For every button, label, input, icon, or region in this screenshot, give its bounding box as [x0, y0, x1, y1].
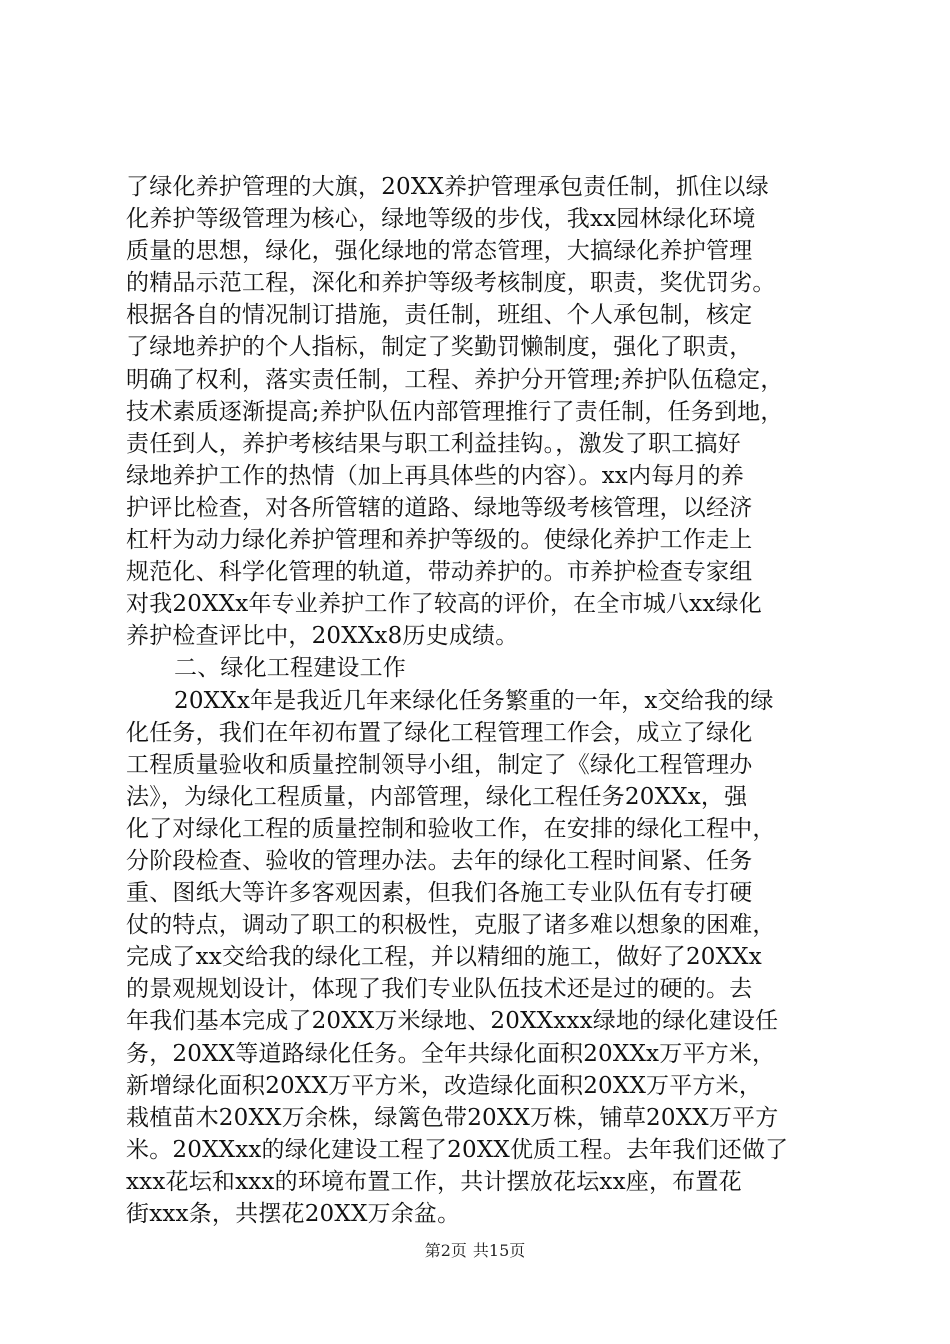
text-line: 米。20XXxx的绿化建设工程了20XX优质工程。去年我们还做了 — [126, 1136, 789, 1163]
section-heading: 二、绿化工程建设工作 — [174, 655, 406, 682]
text-line: 责任到人，养护考核结果与职工利益挂钩。，激发了职工搞好 — [126, 430, 741, 457]
text-line: 法》，为绿化工程质量，内部管理，绿化工程任务20XXx，强 — [126, 783, 748, 810]
text-line: 技术素质逐渐提高;养护队伍内部管理推行了责任制，任务到地， — [126, 398, 784, 425]
text-line: 栽植苗木20XX万余株，绿篱色带20XX万株，铺草20XX万平方 — [126, 1104, 779, 1131]
text-line: 明确了权利，落实责任制，工程、养护分开管理;养护队伍稳定， — [126, 366, 784, 393]
text-line: 务，20XX等道路绿化任务。全年共绿化面积20XXx万平方米， — [126, 1040, 776, 1067]
page-footer — [0, 1241, 950, 1261]
text-line: 杠杆为动力绿化养护管理和养护等级的。使绿化养护工作走上 — [126, 527, 753, 554]
text-line: 街xxx条，共摆花20XX万余盆。 — [126, 1201, 461, 1227]
text-line: 了绿地养护的个人指标，制定了奖勤罚懒制度，强化了职责， — [126, 334, 753, 361]
text-line: 20XXx年是我近几年来绿化任务繁重的一年，x交给我的绿 — [174, 687, 774, 714]
text-line: 养护检查评比中，20XXx8历史成绩。 — [126, 623, 519, 650]
text-line: 根据各自的情况制订措施，责任制，班组、个人承包制，核定 — [126, 302, 753, 329]
text-line: 年我们基本完成了20XX万米绿地、20XXxxx绿地的绿化建设任 — [126, 1008, 779, 1035]
text-line: 的精品示范工程，深化和养护等级考核制度，职责，奖优罚劣。 — [126, 270, 776, 297]
text-line: 新增绿化面积20XX万平方米，改造绿化面积20XX万平方米， — [126, 1072, 763, 1099]
text-line: 了绿化养护管理的大旗，20XX养护管理承包责任制，抓住以绿 — [126, 174, 769, 200]
text-line: 护评比检查，对各所管辖的道路、绿地等级考核管理，以经济 — [126, 494, 753, 521]
text-line: 规范化、科学化管理的轨道，带动养护的。市养护检查专家组 — [126, 559, 753, 586]
text-line: xxx花坛和xxx的环境布置工作，共计摆放花坛xx座，布置花 — [126, 1168, 742, 1195]
text-line: 完成了xx交给我的绿化工程，并以精细的施工，做好了20XXx — [126, 944, 762, 971]
text-line: 化任务，我们在年初布置了绿化工程管理工作会，成立了绿化 — [126, 719, 753, 746]
text-line: 的景观规划设计，体现了我们专业队伍技术还是过的硬的。去 — [126, 976, 753, 1003]
text-line: 仗的特点，调动了职工的积极性，克服了诸多难以想象的困难， — [126, 912, 776, 939]
text-line: 化养护等级管理为核心，绿地等级的步伐，我xx园林绿化环境 — [126, 206, 756, 233]
text-line: 工程质量验收和质量控制领导小组，制定了《绿化工程管理办 — [126, 751, 753, 778]
text-line: 化了对绿化工程的质量控制和验收工作，在安排的绿化工程中， — [126, 815, 776, 842]
text-line: 绿地养护工作的热情（加上再具体些的内容）。xx内每月的养 — [126, 462, 745, 489]
page-number: 第2页 — [424, 1241, 467, 1260]
text-line: 分阶段检查、验收的管理办法。去年的绿化工程时间紧、任务 — [126, 847, 753, 874]
text-line: 质量的思想，绿化，强化绿地的常态管理，大搞绿化养护管理 — [126, 238, 753, 265]
text-line: 对我20XXx年专业养护工作了较高的评价，在全市城八xx绿化 — [126, 591, 762, 618]
text-line: 重、图纸大等许多客观因素，但我们各施工专业队伍有专打硬 — [126, 880, 753, 907]
page-total: 共15页 — [472, 1241, 526, 1260]
body-text — [126, 171, 832, 1230]
